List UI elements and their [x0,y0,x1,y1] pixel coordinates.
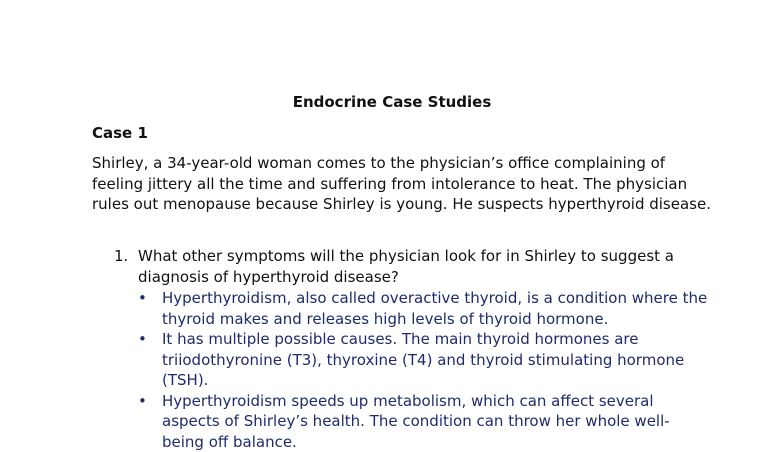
case-intro-paragraph: Shirley, a 34-year-old woman comes to the physician’s office complaining of feeling jittery all the time and suffering from intolerance to heat. The physician rules out menopause because Shirley is young. He suspects hyperthyroid disease. [92,153,712,215]
answer-item [138,329,708,391]
question-number: 1. [114,246,128,267]
bullet-icon: • [138,288,147,309]
bullet-icon: • [138,329,147,350]
answer-list [138,288,708,452]
answer-text: It has multiple possible causes. The main thyroid hormones are triiodothyronine (T3), thyroxine (T4) and thyroid stimulating hormone (TSH). [162,330,684,389]
bullet-icon: • [138,391,147,412]
answer-text: Hyperthyroidism speeds up metabolism, which can affect several aspects of Shirley’s health. The condition can throw her whole well-being off balance. [162,392,670,451]
case-heading: Case 1 [92,123,148,143]
answer-item [138,391,708,452]
question-item [114,246,714,287]
answer-text: Hyperthyroidism, also called overactive thyroid, is a condition where the thyroid makes and releases high levels of thyroid hormone. [162,289,707,328]
question-text: What other symptoms will the physician look for in Shirley to suggest a diagnosis of hyperthyroid disease? [138,246,714,287]
answer-item [138,288,708,329]
document-title: Endocrine Case Studies [0,92,784,112]
